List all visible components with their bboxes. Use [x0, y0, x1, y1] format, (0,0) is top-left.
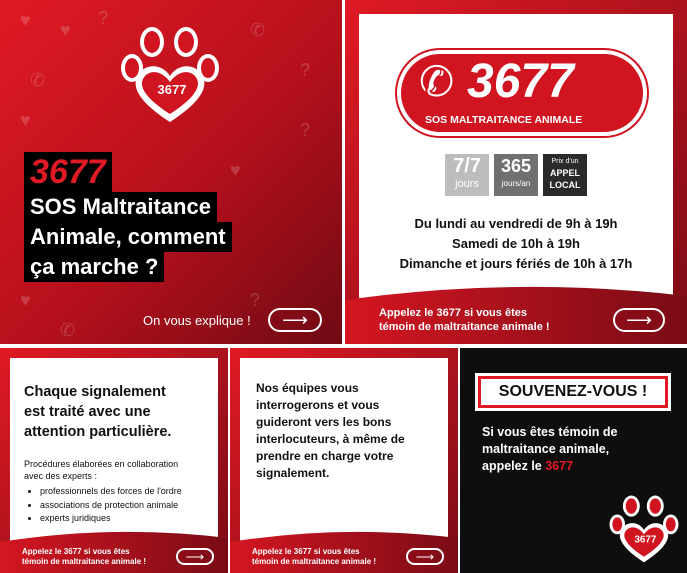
- paw-doodle: ✆: [250, 20, 266, 40]
- procedure-intro: [24, 458, 178, 482]
- footer-line: Appelez le 3677 si vous êtes: [252, 547, 360, 556]
- footer-line: témoin de maltraitance animale !: [22, 557, 147, 566]
- list-item: • professionnels des forces de l'ordre: [40, 485, 182, 499]
- badge-days: [445, 154, 489, 196]
- phone-number: 3677: [467, 55, 574, 108]
- footer-text: [22, 547, 146, 567]
- panel-teams: [230, 348, 458, 573]
- footer-text: [379, 306, 550, 334]
- headline-line: [24, 252, 164, 282]
- text-line: [482, 458, 617, 475]
- title-line: Chaque signalement: [24, 384, 166, 400]
- phone-subtitle: SOS MALTRAITANCE ANIMALE: [425, 114, 583, 126]
- badge-small: Prix d'un: [551, 158, 579, 165]
- text-line: Si vous êtes témoin de: [482, 425, 618, 439]
- next-arrow-button[interactable]: [176, 548, 214, 565]
- list-item: • associations de protection animale: [40, 499, 182, 513]
- arrow-right-icon: ⟶: [626, 310, 652, 330]
- procedure-title: [24, 382, 171, 442]
- paw-doodle: ?: [300, 60, 311, 80]
- headline-line: [24, 192, 217, 222]
- highlight-number: 3677: [545, 459, 574, 473]
- cta-text: On vous explique !: [143, 313, 251, 328]
- footer-text: [252, 547, 376, 567]
- title-line: est traité avec une: [24, 404, 151, 420]
- footer-line: Appelez le 3677 si vous êtes: [22, 547, 130, 556]
- paw-doodle: ?: [98, 8, 109, 28]
- paw-doodle: ?: [250, 290, 261, 310]
- headline-text: Animale, comment: [30, 224, 226, 249]
- arrow-right-icon: ⟶: [282, 310, 308, 330]
- intro-line: avec des experts :: [24, 471, 98, 481]
- text-line: maltraitance animale,: [482, 442, 610, 456]
- text-line: interrogerons et vous: [256, 398, 380, 412]
- intro-line: Procédures élaborées en collaboration: [24, 459, 179, 469]
- panel-contact: [345, 0, 687, 344]
- next-arrow-button[interactable]: [268, 308, 322, 332]
- paw-heart-logo-icon: [116, 26, 224, 126]
- paw-doodle: ♥: [230, 160, 241, 180]
- badge-year: [494, 154, 538, 196]
- badge-price: [543, 154, 587, 196]
- hours-line: Du lundi au vendredi de 9h à 19h: [414, 216, 618, 231]
- text-line: guideront vers les bons: [256, 415, 392, 429]
- opening-hours: [359, 214, 673, 274]
- paw-heart-logo-icon: [606, 494, 682, 566]
- text-line: signalement.: [256, 466, 330, 480]
- panel-reminder: [460, 348, 687, 573]
- reminder-title: SOUVENEZ-VOUS !: [498, 383, 648, 400]
- reminder-title-box: [478, 376, 668, 408]
- headline-number: 3677: [30, 153, 106, 191]
- reminder-text: [482, 424, 617, 475]
- hours-line: Samedi de 10h à 19h: [452, 236, 580, 251]
- paw-doodle: ✆: [30, 70, 46, 90]
- panel-intro: [0, 0, 342, 344]
- list-item: • experts juridiques: [40, 512, 182, 526]
- logo-number: 3677: [157, 82, 187, 97]
- title-line: attention particulière.: [24, 424, 172, 440]
- hours-line: Dimanche et jours fériés de 10h à 17h: [399, 256, 633, 271]
- text-line: interlocuteurs, à même de: [256, 432, 405, 446]
- badge-small: jours: [455, 178, 479, 190]
- expert-list: [40, 485, 182, 526]
- paw-doodle: ?: [300, 120, 311, 140]
- badge-big: 365: [500, 156, 532, 176]
- paw-doodle: ♥: [20, 290, 31, 310]
- phone-icon: ✆: [419, 58, 455, 105]
- arrow-right-icon: ⟶: [185, 549, 205, 564]
- badge-big: APPEL: [549, 168, 580, 178]
- text-prefix: appelez le: [482, 459, 546, 473]
- footer-line: témoin de maltraitance animale !: [252, 557, 377, 566]
- paw-doodle: ✆: [60, 320, 76, 340]
- footer-line: Appelez le 3677 si vous êtes: [379, 307, 527, 319]
- paw-doodle: ♥: [60, 20, 71, 40]
- headline-number-box: [24, 152, 112, 192]
- footer-line: témoin de maltraitance animale !: [379, 321, 550, 333]
- headline-text: ça marche ?: [30, 254, 159, 279]
- badge-big: LOCAL: [549, 180, 581, 190]
- text-line: Nos équipes vous: [256, 381, 359, 395]
- panel-procedure: [0, 348, 228, 573]
- next-arrow-button[interactable]: [613, 308, 665, 332]
- headline-line: [24, 222, 232, 252]
- headline-text: SOS Maltraitance: [30, 194, 211, 219]
- badge-small: jours/an: [501, 179, 531, 188]
- teams-text: [256, 380, 405, 482]
- paw-doodle: ♥: [20, 110, 31, 130]
- arrow-right-icon: ⟶: [415, 549, 435, 564]
- next-arrow-button[interactable]: [406, 548, 444, 565]
- logo-number: 3677: [634, 534, 657, 546]
- badge-big: 7/7: [453, 155, 481, 177]
- paw-doodle: ♥: [20, 10, 31, 30]
- text-line: prendre en charge votre: [256, 449, 394, 463]
